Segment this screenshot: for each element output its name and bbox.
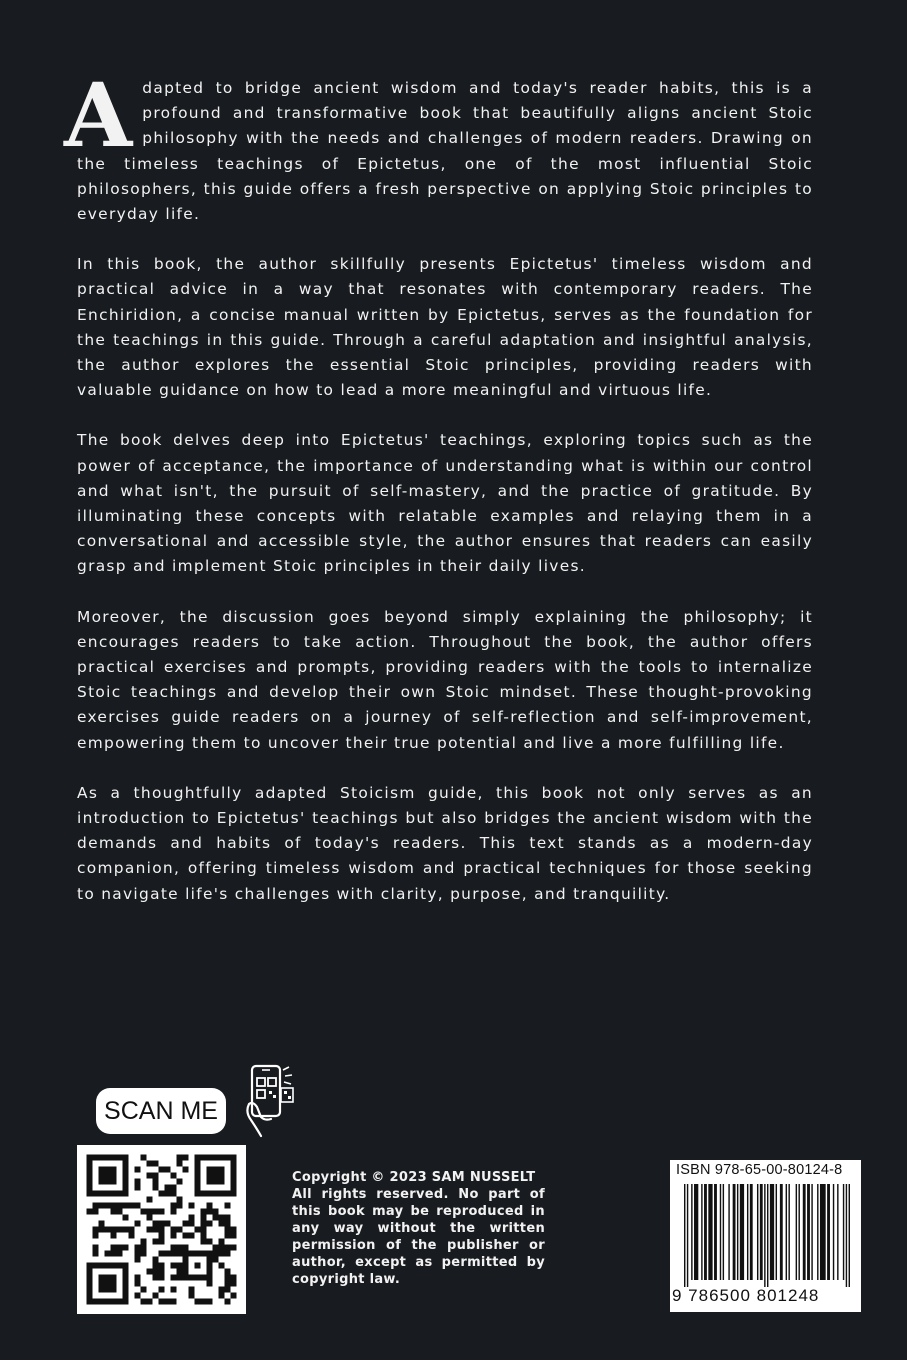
copyright-notice	[292, 1169, 545, 1288]
phone-scan-icon	[243, 1064, 295, 1138]
paragraph-2: In this book, the author skillfully presents Epictetus' timeless wisdom and practical advice in a way that resonates with contemporary readers. The Enchiridion, a concise manual written by Epictetus, serves as the foundation for the teachings in this guide. Through a careful adaptation and insightful analysis, the author explores the essential Stoic principles, providing readers with valuable guidance on how to lead a more meaningful and virtuous life.	[77, 255, 813, 400]
back-cover-description	[64, 63, 813, 932]
paragraph-5: As a thoughtfully adapted Stoicism guide, this book not only serves as an introduction to Epictetus' teachings but also bridges the ancient wisdom with the demands and habits of today's readers. This text stands as a modern-day companion, offering timeless wisdom and practical techniques for those seeking to navigate life's challenges with clarity, purpose, and tranquility.	[77, 783, 813, 903]
paragraph-1-text: dapted to bridge ancient wisdom and today's reader habits, this is a profound and transformative book that beautifully aligns ancient Stoic philosophy with the needs and challenges of modern readers. Drawing on the timeless teachings of Epictetus, one of the most influential Stoic philosophers, this guide offers a fresh perspective on applying Stoic principles to everyday life.	[77, 79, 813, 224]
copyright-body: All rights reserved. No part of this book may be reproduced in any way without the written permission of the publisher or author, except as permitted by copyright law.	[292, 1187, 545, 1287]
isbn-barcode	[670, 1160, 861, 1312]
barcode-bars	[684, 1184, 850, 1287]
qr-code-icon	[77, 1145, 246, 1314]
barcode-digits: 9 786500 801248	[672, 1286, 820, 1305]
isbn-label: ISBN 978-65-00-80124-8	[676, 1162, 843, 1178]
paragraph-1	[64, 63, 813, 227]
copyright-title: Copyright © 2023 SAM NUSSELT	[292, 1170, 536, 1185]
dropcap-letter: A	[64, 63, 133, 167]
paragraph-4: Moreover, the discussion goes beyond simply explaining the philosophy; it encourages readers to take action. Throughout the book, the author offers practical exercises and prompts, providing readers with the tools to internalize Stoic teachings and develop their own Stoic mindset. These thought-provoking exercises guide readers on a journey of self-reflection and self-improvement, empowering them to uncover their true potential and live a more fulfilling life.	[77, 607, 813, 752]
scan-me-badge	[96, 1088, 226, 1134]
paragraph-3: The book delves deep into Epictetus' teachings, exploring topics such as the power of acceptance, the importance of understanding what is within our control and what isn't, the pursuit of self-mastery, and the practice of gratitude. By illuminating these concepts with relatable examples and relaying them in a conversational and accessible style, the author ensures that readers can easily grasp and implement Stoic principles in their daily lives.	[77, 431, 813, 576]
scan-me-label: SCAN ME	[104, 1096, 218, 1125]
